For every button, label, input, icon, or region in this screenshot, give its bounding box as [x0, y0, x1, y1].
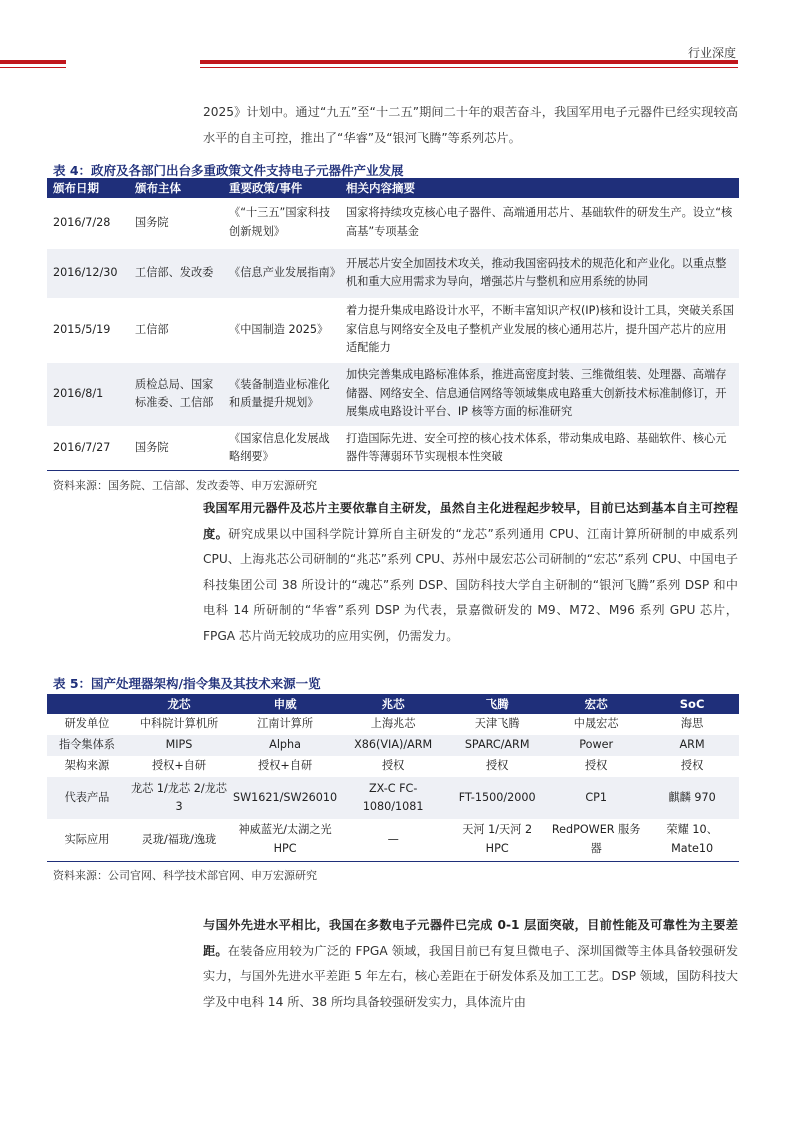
- table4-source: 资料来源：国务院、工信部、发改委等、申万宏源研究: [53, 479, 317, 492]
- table-cell: 麒麟 970: [645, 777, 739, 819]
- cell-date: 2016/7/27: [47, 426, 129, 470]
- col-header-blank: [47, 694, 127, 714]
- cell-summary: 开展芯片安全加固技术攻关，推动我国密码技术的规范化和产业化。以重点整机和重大应用需求为导向，增强芯片与整机和应用系统的协同: [340, 248, 739, 298]
- row-label: 架构来源: [47, 756, 127, 777]
- header-rule-right: [200, 60, 738, 68]
- table-cell: 授权: [447, 756, 547, 777]
- paragraph-body: 研究成果以中国科学院计算所自主研发的“龙芯”系列通用 CPU、江南计算所研制的申威系列 CPU、上海兆芯公司研制的“兆芯”系列 CPU、苏州中晟宏芯公司研制的“宏芯”系列 CPU、中国电子科技集团公司 38 所设计的“魂芯”系列 DSP、国防科技大学自主研制的“银河飞腾”系列 DSP 和中电科 14 所研制的“华睿”系列 DSP 为代表，景嘉微研发的 M9、M72、M96 系列 GPU 芯片，FPGA 芯片尚无较成功的应用实例，仍需发力。: [203, 526, 739, 643]
- cell-policy: 《装备制造业标准化和质量提升规划》: [223, 362, 340, 426]
- table-row: [47, 426, 739, 470]
- cell-summary: 着力提升集成电路设计水平，不断丰富知识产权(IP)核和设计工具，突破关系国家信息与网络安全及电子整机产业发展的核心通用芯片，提升国产芯片的应用适配能力: [340, 298, 739, 362]
- paragraph-lead: 我国军用元器件及芯片主要依靠自主研发，虽然自主化进程起步较早，目前已达到基本自主可控程度。: [203, 501, 738, 541]
- table-cell: SPARC/ARM: [447, 735, 547, 756]
- table-cell: SW1621/SW26010: [231, 777, 339, 819]
- table-row: [47, 777, 739, 819]
- table-cell: X86(VIA)/ARM: [339, 735, 447, 756]
- col-header-soc: SoC: [645, 694, 739, 714]
- header-section-tag: 行业深度: [687, 46, 736, 60]
- table-cell: 上海兆芯: [339, 714, 447, 735]
- table-cell: FT-1500/2000: [447, 777, 547, 819]
- table-row: [47, 756, 739, 777]
- cell-body: 国务院: [129, 198, 223, 248]
- row-label: 指令集体系: [47, 735, 127, 756]
- table-cell: CP1: [547, 777, 645, 819]
- table-cell: 授权: [645, 756, 739, 777]
- row-label: 研发单位: [47, 714, 127, 735]
- table-cell: 中晟宏芯: [547, 714, 645, 735]
- cell-body: 国务院: [129, 426, 223, 470]
- table-cell: ZX-C FC-1080/1081: [339, 777, 447, 819]
- table4-title: 表 4：政府及各部门出台多重政策文件支持电子元器件产业发展: [53, 163, 404, 178]
- cell-policy: 《“十三五”国家科技创新规划》: [223, 198, 340, 248]
- table-cell: 授权+自研: [231, 756, 339, 777]
- col-header-body: 颁布主体: [129, 178, 223, 198]
- table-row: [47, 362, 739, 426]
- table-cell: MIPS: [127, 735, 231, 756]
- table-cell: 天津飞腾: [447, 714, 547, 735]
- col-header-zhaoxin: 兆芯: [339, 694, 447, 714]
- cell-body: 质检总局、国家标准委、工信部: [129, 362, 223, 426]
- header-rule-left: [0, 60, 66, 68]
- col-header-sunway: 申威: [231, 694, 339, 714]
- table-row: [47, 735, 739, 756]
- col-header-summary: 相关内容摘要: [340, 178, 739, 198]
- table5-title: 表 5：国产处理器架构/指令集及其技术来源一览: [53, 676, 321, 691]
- col-header-loongson: 龙芯: [127, 694, 231, 714]
- table-cell: 授权+自研: [127, 756, 231, 777]
- table-row: [47, 298, 739, 362]
- table5-source: 资料来源：公司官网、科学技术部官网、申万宏源研究: [53, 869, 317, 882]
- table-row: [47, 198, 739, 248]
- cell-date: 2016/7/28: [47, 198, 129, 248]
- table-header-row: [47, 694, 739, 714]
- cell-policy: 《中国制造 2025》: [223, 298, 340, 362]
- table-row: [47, 248, 739, 298]
- table-cell: 中科院计算机所: [127, 714, 231, 735]
- paragraph-intro: 2025》计划中。通过“九五”至“十二五”期间二十年的艰苦奋斗，我国军用电子元器件已经实现较高水平的自主可控，推出了“华睿”及“银河飞腾”等系列芯片。: [203, 105, 738, 145]
- col-header-date: 颁布日期: [47, 178, 129, 198]
- cell-policy: 《信息产业发展指南》: [223, 248, 340, 298]
- table-cell: RedPOWER 服务器: [547, 819, 645, 861]
- table-cell: —: [339, 819, 447, 861]
- cell-summary: 加快完善集成电路标准体系，推进高密度封装、三维微组装、处理器、高端存储器、网络安全、信息通信网络等领域集成电路重大创新技术标准制修订，开展集成电路设计平台、IP 核等方面的标准研究: [340, 362, 739, 426]
- col-header-phytium: 飞腾: [447, 694, 547, 714]
- paragraph-body: 在装备应用较为广泛的 FPGA 领域，我国目前已有复旦微电子、深圳国微等主体具备较强研发实力，与国外先进水平差距 5 年左右，核心差距在于研发体系及加工工艺。DSP 领域，国防科技大学及中电科 14 所、38 所均具备较强研发实力，具体流片由: [203, 943, 739, 1009]
- paragraph-military-chips: [203, 496, 738, 650]
- cell-body: 工信部、发改委: [129, 248, 223, 298]
- table-cell: 江南计算所: [231, 714, 339, 735]
- table-cell: 龙芯 1/龙芯 2/龙芯 3: [127, 777, 231, 819]
- table-cell: 荣耀 10、Mate10: [645, 819, 739, 861]
- col-header-hongxin: 宏芯: [547, 694, 645, 714]
- cell-date: 2016/12/30: [47, 248, 129, 298]
- table-cell: 授权: [547, 756, 645, 777]
- table-cell: Power: [547, 735, 645, 756]
- table-cell: 灵珑/福珑/逸珑: [127, 819, 231, 861]
- cell-date: 2016/8/1: [47, 362, 129, 426]
- table-cell: Alpha: [231, 735, 339, 756]
- paragraph-lead: 与国外先进水平相比，我国在多数电子元器件已完成 0-1 层面突破，目前性能及可靠性为主要差距。: [203, 918, 738, 958]
- processor-table: [47, 694, 739, 862]
- table-cell: 天河 1/天河 2 HPC: [447, 819, 547, 861]
- table-cell: 神威蓝光/太湖之光 HPC: [231, 819, 339, 861]
- cell-summary: 打造国际先进、安全可控的核心技术体系，带动集成电路、基础软件、核心元器件等薄弱环节实现根本性突破: [340, 426, 739, 470]
- row-label: 实际应用: [47, 819, 127, 861]
- table-header-row: [47, 178, 739, 198]
- table-cell: 海思: [645, 714, 739, 735]
- table-row: [47, 819, 739, 861]
- policy-table: [47, 178, 739, 471]
- cell-policy: 《国家信息化发展战略纲要》: [223, 426, 340, 470]
- row-label: 代表产品: [47, 777, 127, 819]
- table-row: [47, 714, 739, 735]
- paragraph-comparison: [203, 913, 738, 1015]
- cell-summary: 国家将持续攻克核心电子器件、高端通用芯片、基础软件的研发生产。设立“核高基”专项基金: [340, 198, 739, 248]
- col-header-policy: 重要政策/事件: [223, 178, 340, 198]
- cell-date: 2015/5/19: [47, 298, 129, 362]
- cell-body: 工信部: [129, 298, 223, 362]
- table-cell: 授权: [339, 756, 447, 777]
- table-cell: ARM: [645, 735, 739, 756]
